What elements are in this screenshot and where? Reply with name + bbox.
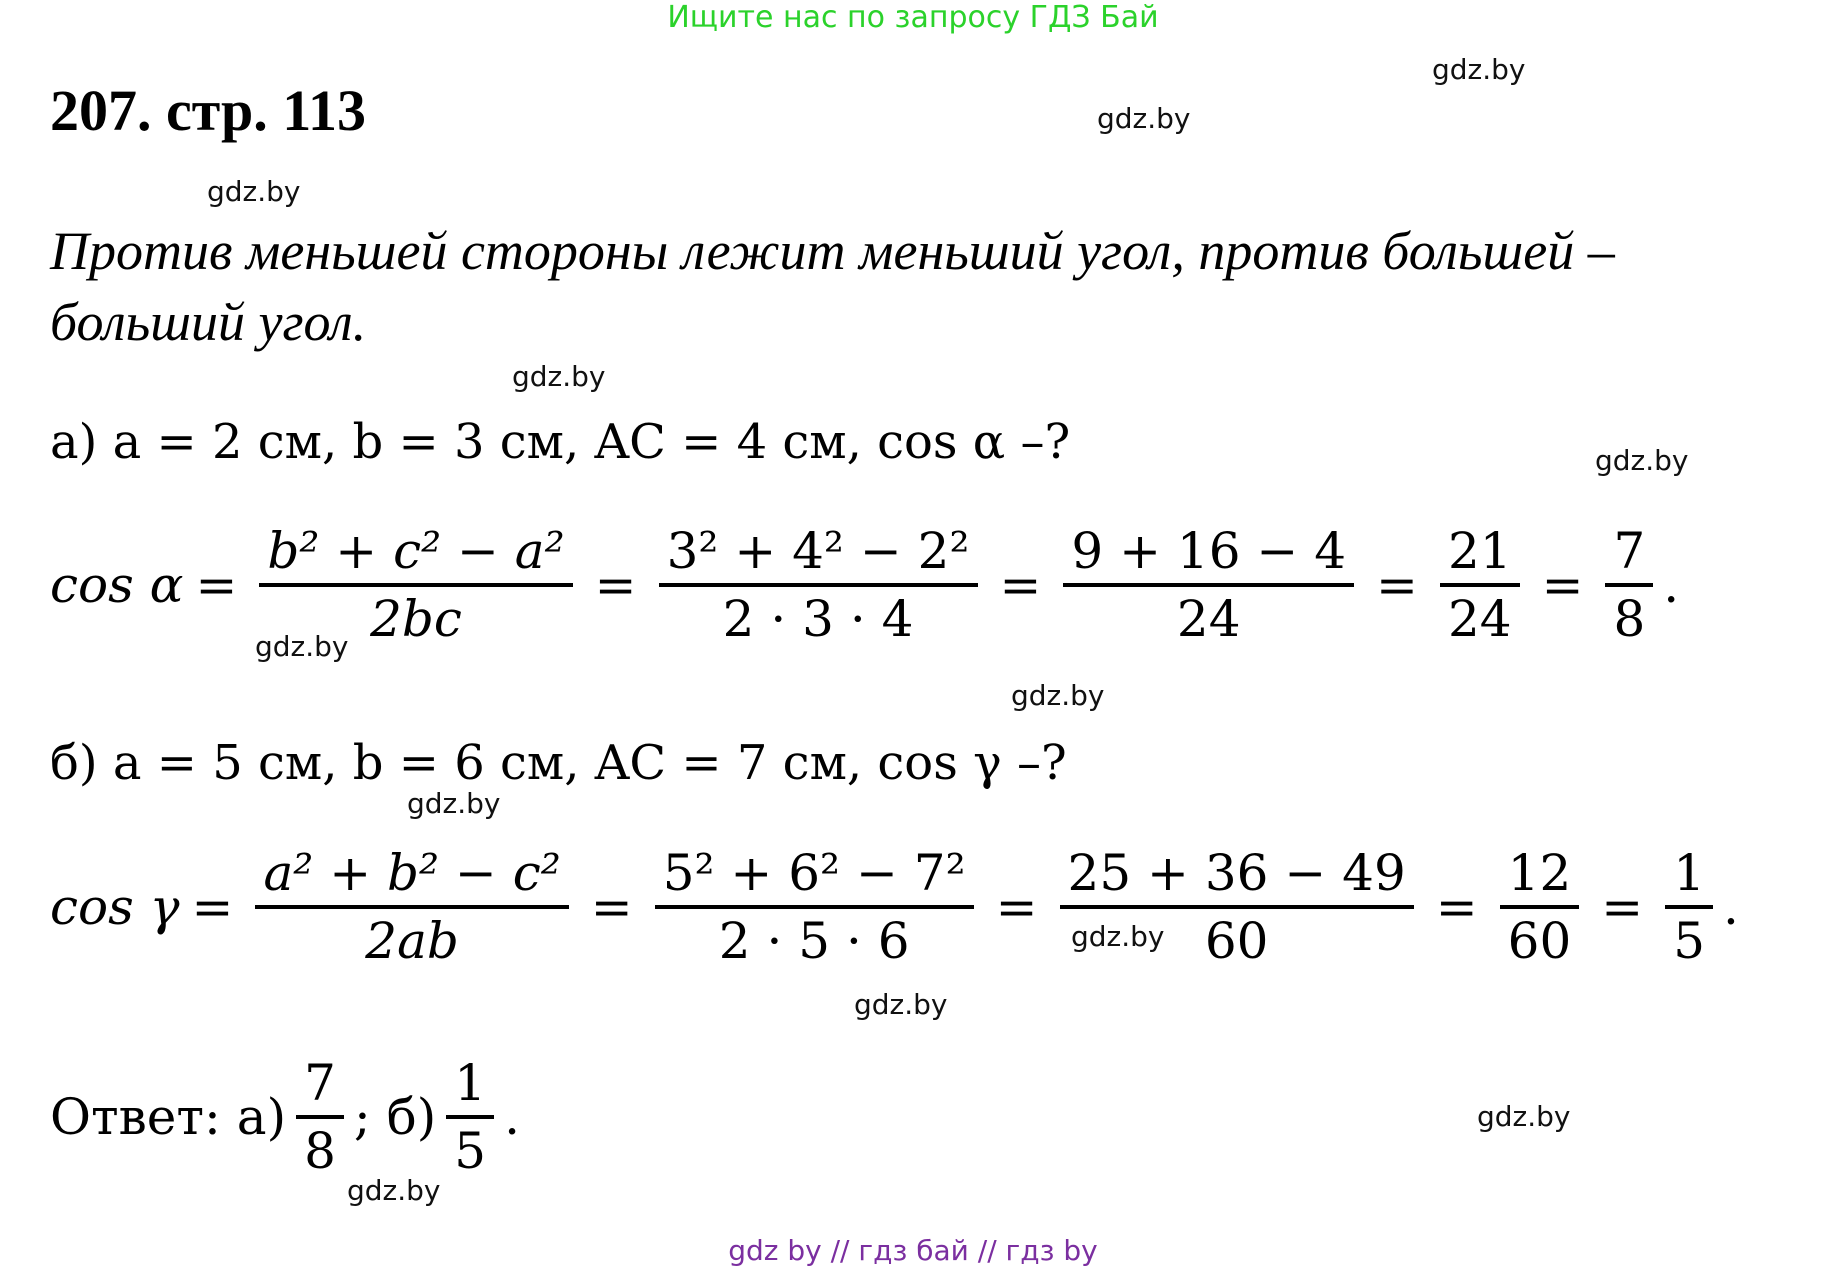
fraction-denominator: 2 · 3 · 4 bbox=[722, 590, 914, 648]
rule-line-2: больший угол. bbox=[50, 292, 367, 352]
result-fraction bbox=[1440, 523, 1520, 647]
part-b-condition: б) a = 5 см, b = 6 см, AC = 7 см, cos γ –? bbox=[50, 735, 1067, 791]
answer-b-fraction bbox=[446, 1055, 494, 1179]
part-a-equation: cos α = $\frac{\text{b² + c² − a²}}{2bc}$ = $\frac{\text{3² + 4² − 2²}}{2 \cdot 3 \cdot 4}$ = $\frac{9 + 16 - 4}{24}$ = $\frac{21}{24}$ = $\frac{7}{8}$ . bbox=[50, 522, 1680, 648]
watermark: gdz.by bbox=[512, 360, 606, 393]
evaluation-fraction bbox=[1060, 845, 1414, 969]
watermark: gdz.by bbox=[1595, 444, 1689, 477]
answer-end: . bbox=[504, 1088, 520, 1146]
watermark: gdz.by bbox=[1011, 679, 1105, 712]
part-b-equation: cos γ = $\frac{\text{a² + b² − c²}}{2ab}$ = $\frac{\text{5² + 6² − 7²}}{2 \cdot 5 \cdot 6}$ = $\frac{25 + 36 - 49}{60}$ = $\frac{12}{60}$ = $\frac{1}{5}$ . bbox=[50, 844, 1739, 970]
fraction-denominator: 8 bbox=[1613, 590, 1646, 648]
answer-a-fraction bbox=[296, 1055, 344, 1179]
fraction-numerator: 1 bbox=[1673, 844, 1706, 902]
fraction-numerator: b² + c² − a² bbox=[267, 522, 565, 580]
formula-fraction bbox=[259, 523, 572, 647]
watermark: gdz.by bbox=[1432, 53, 1526, 86]
evaluation-fraction bbox=[1063, 523, 1354, 647]
fraction-numerator: 3² + 4² − 2² bbox=[666, 522, 970, 580]
fraction-numerator: 21 bbox=[1447, 522, 1512, 580]
answer-separator: ; б) bbox=[353, 1088, 437, 1146]
substitution-fraction bbox=[655, 845, 974, 969]
fraction-numerator: 25 + 36 − 49 bbox=[1067, 844, 1406, 902]
fraction-denominator: 8 bbox=[304, 1122, 336, 1180]
watermark: gdz.by bbox=[407, 787, 501, 820]
watermark: gdz.by bbox=[347, 1174, 441, 1207]
result-fraction bbox=[1500, 845, 1580, 969]
fraction-denominator: 5 bbox=[1673, 912, 1706, 970]
page-title: 207. стр. 113 bbox=[50, 78, 366, 143]
substitution-fraction bbox=[659, 523, 978, 647]
fraction-numerator: 12 bbox=[1507, 844, 1572, 902]
fraction-denominator: 2ab bbox=[365, 912, 459, 970]
fraction-numerator: 1 bbox=[454, 1054, 487, 1112]
fraction-denominator: 60 bbox=[1507, 912, 1572, 970]
fraction-denominator: 5 bbox=[454, 1122, 487, 1180]
fraction-numerator: a² + b² − c² bbox=[263, 844, 561, 902]
fraction-denominator: 24 bbox=[1176, 590, 1241, 648]
watermark: gdz.by bbox=[255, 630, 349, 663]
final-fraction bbox=[1665, 845, 1713, 969]
watermark: gdz.by bbox=[207, 175, 301, 208]
fraction-numerator: 5² + 6² − 7² bbox=[662, 844, 966, 902]
fraction-denominator: 24 bbox=[1447, 590, 1512, 648]
watermark: gdz.by bbox=[1071, 920, 1165, 953]
formula-fraction bbox=[255, 845, 568, 969]
fraction-denominator: 2 · 5 · 6 bbox=[718, 912, 910, 970]
footer-links: gdz by // гдз бай // гдз by bbox=[728, 1234, 1098, 1267]
watermark: gdz.by bbox=[1097, 102, 1191, 135]
fraction-numerator: 7 bbox=[304, 1054, 336, 1112]
watermark: gdz.by bbox=[854, 988, 948, 1021]
top-banner: Ищите нас по запросу ГДЗ Бай bbox=[667, 0, 1159, 35]
part-a-condition: а) a = 2 см, b = 3 см, AC = 4 см, cos α –? bbox=[50, 414, 1071, 470]
answer-label: Ответ: а) bbox=[50, 1088, 287, 1146]
part-a-lhs: cos α bbox=[50, 556, 184, 614]
fraction-denominator: 60 bbox=[1204, 912, 1269, 970]
rule-line-1: Против меньшей стороны лежит меньший угол, против большей – bbox=[50, 221, 1615, 281]
answer-line bbox=[50, 1052, 520, 1182]
fraction-numerator: 9 + 16 − 4 bbox=[1071, 522, 1347, 580]
part-b-lhs: cos γ bbox=[50, 878, 180, 936]
fraction-denominator: 2bc bbox=[370, 590, 462, 648]
final-fraction bbox=[1605, 523, 1653, 647]
watermark: gdz.by bbox=[1477, 1100, 1571, 1133]
fraction-numerator: 7 bbox=[1613, 522, 1646, 580]
